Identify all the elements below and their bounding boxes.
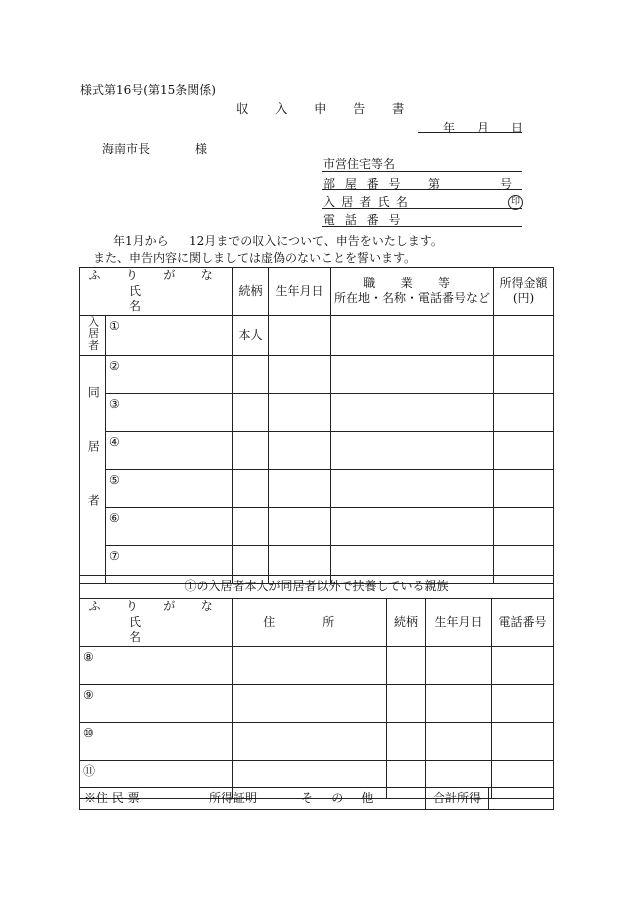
row-8-relation[interactable] (387, 646, 426, 684)
income-header-label: 所得金額 (499, 275, 548, 290)
occupation-header (331, 268, 494, 316)
row-1-relation: 本人 (233, 315, 269, 355)
phone-underline[interactable] (322, 226, 522, 227)
row-10-birthdate[interactable] (426, 722, 492, 760)
income-unit: (円) (512, 291, 535, 306)
form-number: 様式第16号(第15条関係) (80, 83, 216, 97)
income-header (494, 268, 554, 316)
furigana-header: ふ り が な (88, 268, 224, 282)
cohabitant-label: 同居者 (86, 386, 101, 549)
dependent-furigana-header: ふ り が な (88, 599, 224, 613)
resident-name-label: 入 居 者 氏 名 (323, 195, 410, 209)
date-month-label: 月 (477, 121, 490, 135)
row-6-birthdate[interactable] (269, 508, 331, 546)
seal-icon: 印 (508, 195, 523, 210)
declaration-line2: また、申告内容に関しましては虚偽のないことを誓います。 (93, 251, 417, 265)
address-header: 住 所 (233, 599, 387, 647)
row-1-birthdate[interactable] (269, 315, 331, 355)
dependents-caption: ①の入居者本人が同居者以外で扶養している親族 (80, 576, 554, 599)
dependent-name-header-label: 氏 名 (128, 614, 183, 645)
dependent-birthdate-header: 生年月日 (426, 599, 492, 647)
row-10-relation[interactable] (387, 722, 426, 760)
room-number-prefix: 第 (428, 177, 441, 191)
row-3-income[interactable] (494, 394, 554, 432)
row-5-relation[interactable] (233, 470, 269, 508)
date-underline (418, 132, 522, 133)
housing-name-underline[interactable] (322, 171, 522, 172)
total-income-field[interactable] (489, 788, 554, 810)
row-8-birthdate[interactable] (426, 646, 492, 684)
row-2-name[interactable]: ② (106, 356, 233, 394)
date-year-label: 年 (443, 121, 456, 135)
table-row (80, 356, 554, 394)
name-header (80, 268, 233, 316)
row-9-phone[interactable] (492, 684, 554, 722)
addressee-name: 海南市長 (102, 142, 151, 156)
row-11-name[interactable]: ⑪ (80, 760, 233, 798)
table-row (80, 722, 554, 760)
row-4-name[interactable]: ④ (106, 432, 233, 470)
household-income-table (79, 267, 554, 584)
form-title: 収 入 申 告 書 (236, 101, 416, 116)
resident-card-label: ※住 民 票 (84, 790, 140, 805)
row-2-relation[interactable] (233, 356, 269, 394)
dependent-relation-header: 続柄 (387, 599, 426, 647)
total-income-label: 合計所得 (426, 788, 489, 810)
table-row (80, 470, 554, 508)
dependent-name-header (80, 599, 233, 647)
row-1-name[interactable]: ① (106, 315, 233, 355)
table-row (80, 646, 554, 684)
row-5-income[interactable] (494, 470, 554, 508)
row-4-income[interactable] (494, 432, 554, 470)
resident-label: 入居者 (86, 315, 100, 351)
row-3-birthdate[interactable] (269, 394, 331, 432)
row-1-income[interactable] (494, 315, 554, 355)
resident-name-underline[interactable] (322, 208, 522, 209)
dependents-table (79, 575, 554, 799)
row-9-birthdate[interactable] (426, 684, 492, 722)
table-row (80, 394, 554, 432)
row-10-name[interactable]: ⑩ (80, 722, 233, 760)
addressee-honorific: 様 (195, 142, 208, 156)
dependent-phone-header: 電話番号 (492, 599, 554, 647)
row-2-income[interactable] (494, 356, 554, 394)
room-number-suffix: 号 (500, 177, 513, 191)
table-row (80, 684, 554, 722)
row-10-address[interactable] (233, 722, 387, 760)
occupation-subheader: 所在地・名称・電話番号など (334, 291, 491, 306)
declaration-year-from: 年1月から (113, 234, 169, 248)
row-3-name[interactable]: ③ (106, 394, 233, 432)
birthdate-header: 生年月日 (269, 268, 331, 316)
row-7-name[interactable]: ⑦ (106, 546, 233, 584)
row-6-occupation[interactable] (331, 508, 494, 546)
occupation-header-label: 職 業 等 (363, 275, 461, 290)
row-6-relation[interactable] (233, 508, 269, 546)
row-5-birthdate[interactable] (269, 470, 331, 508)
row-3-occupation[interactable] (331, 394, 494, 432)
housing-name-label: 市営住宅等名 (323, 157, 396, 171)
table-row (80, 315, 554, 355)
row-10-phone[interactable] (492, 722, 554, 760)
phone-label: 電 話 番 号 (323, 213, 404, 227)
row-9-relation[interactable] (387, 684, 426, 722)
table-row (80, 432, 554, 470)
row-5-occupation[interactable] (331, 470, 494, 508)
resident-label-cell (80, 315, 106, 355)
other-label: そ の 他 (301, 790, 381, 805)
row-6-income[interactable] (494, 508, 554, 546)
date-day-label: 日 (511, 121, 524, 135)
table-row (80, 508, 554, 546)
income-certificate-label: 所得証明 (209, 790, 258, 805)
row-2-occupation[interactable] (331, 356, 494, 394)
row-4-birthdate[interactable] (269, 432, 331, 470)
row-2-birthdate[interactable] (269, 356, 331, 394)
relation-header: 続柄 (233, 268, 269, 316)
name-header-label: 氏 名 (129, 283, 184, 314)
room-number-underline[interactable] (322, 189, 522, 190)
row-3-relation[interactable] (233, 394, 269, 432)
row-6-name[interactable]: ⑥ (106, 508, 233, 546)
declaration-line1: 12月までの収入について、申告をいたします。 (189, 234, 443, 248)
row-4-relation[interactable] (233, 432, 269, 470)
row-1-occupation[interactable] (331, 315, 494, 355)
row-9-name[interactable]: ⑨ (80, 684, 233, 722)
row-8-name[interactable]: ⑧ (80, 646, 233, 684)
row-8-address[interactable] (233, 646, 387, 684)
row-8-phone[interactable] (492, 646, 554, 684)
attachments-row (79, 787, 554, 810)
attachments-cell (80, 788, 426, 810)
row-9-address[interactable] (233, 684, 387, 722)
row-4-occupation[interactable] (331, 432, 494, 470)
room-number-label: 部 屋 番 号 (323, 177, 404, 191)
cohabitant-label-cell (80, 356, 106, 584)
row-5-name[interactable]: ⑤ (106, 470, 233, 508)
